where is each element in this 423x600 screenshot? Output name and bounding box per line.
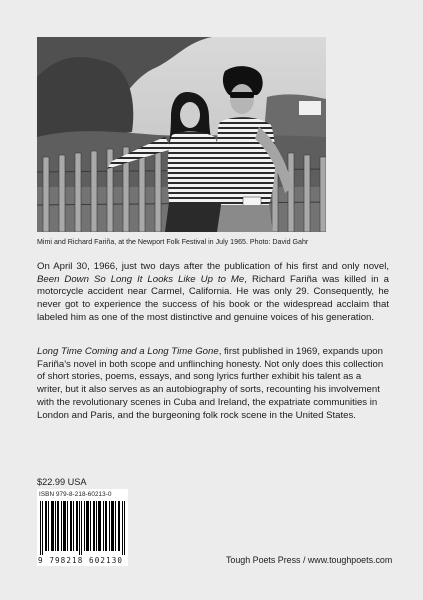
publisher-line: Tough Poets Press / www.toughpoets.com xyxy=(226,555,393,565)
barcode-number: 9 798218 602130 xyxy=(38,556,124,565)
novel-title: Been Down So Long It Looks Like Up to Me xyxy=(37,273,245,285)
barcode-block xyxy=(37,489,128,566)
price-label: $22.99 USA xyxy=(37,477,87,487)
book-title: Long Time Coming and a Long Time Gone xyxy=(37,346,219,357)
isbn-label: ISBN 979-8-218-60213-0 xyxy=(39,491,112,498)
photo-caption: Mimi and Richard Fariña, at the Newport Folk Festival in July 1965. Photo: David Gahr xyxy=(37,238,309,246)
paragraph-2: Long Time Coming and a Long Time Gone, first published in 1969, expands upon Fariña's novel in both scope and unflinching honesty. Not only does this collection of short stories, poems, essays, and song lyrics further exhibit his talent as a writer, but it also serves as an autobiography of sorts, recounting his involvement with the revolutionary scenes in Cuba and Ireland, the expatriate communities in London and Paris, and the burgeoning folk rock scene in the United States. xyxy=(37,346,384,421)
paragraph-1: On April 30, 1966, just two days after the publication of his first and only novel, Been Down So Long It Looks Like Up to Me, Richard Fariña was killed in a motorcycle accident near Carmel, California. He was only 29. Consequently, he never got to experience the success of his book or the widespread acclaim that labeled him as one of the most distinctive and genuine voices of his generation. xyxy=(37,261,389,323)
cover-photo xyxy=(37,37,326,232)
barcode-icon xyxy=(40,501,125,555)
